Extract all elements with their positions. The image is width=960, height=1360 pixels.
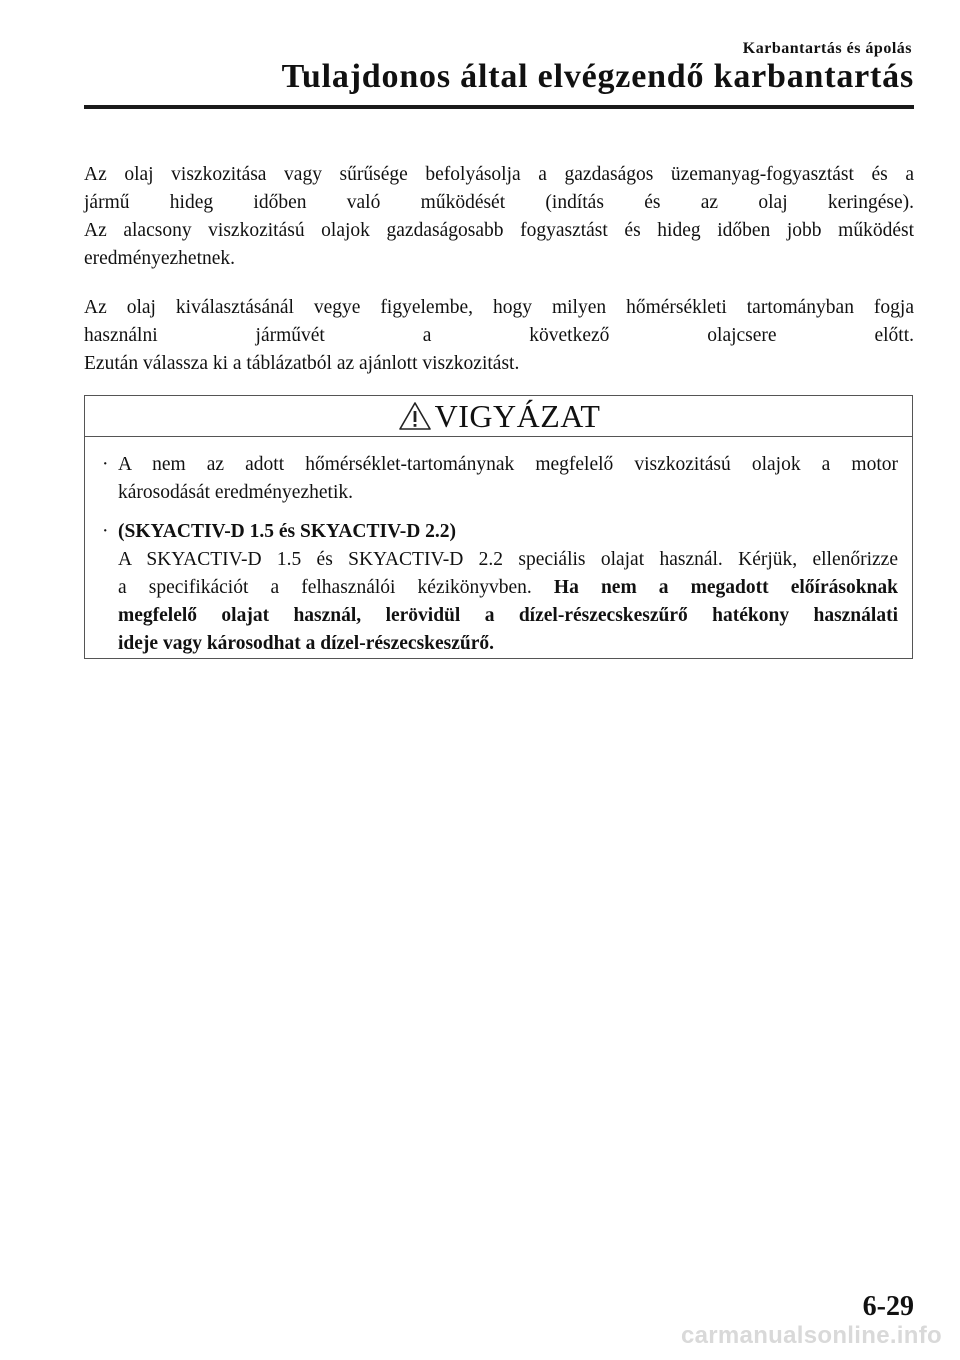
page-title: Tulajdonos által elvégzendő karbantartás xyxy=(281,58,914,95)
text-line: használni járművét a következő olajcsere előtt. xyxy=(84,325,914,346)
text-line: ideje vagy károsodhat a dízel-részecskeszűrő. xyxy=(118,633,495,654)
text-line: megfelelő olajat használ, lerövidül a dízel-részecskeszűrő hatékony használati xyxy=(118,605,898,626)
text-line: eredményezhetnek. xyxy=(84,248,236,269)
text-line: Ezután válassza ki a táblázatból az ajánlott viszkozitást. xyxy=(84,353,520,374)
caution-list xyxy=(98,451,898,669)
caution-header xyxy=(85,396,912,437)
watermark: carmanualsonline.info xyxy=(680,1322,942,1349)
text-line: károsodását eredményezhetik. xyxy=(118,482,353,503)
page-number: 6-29 xyxy=(862,1291,914,1322)
section-name: Karbantartás és ápolás xyxy=(742,40,912,57)
text-line: jármű hideg időben való működését (indítás és az olaj keringése). xyxy=(84,192,914,213)
header-divider xyxy=(84,105,914,109)
text-normal: a specifikációt a felhasználói kézikönyvben. xyxy=(118,577,554,598)
caution-title: VIGYÁZAT xyxy=(434,397,601,434)
text-line xyxy=(118,574,898,602)
text-bold: Ha nem a megadott előírásoknak xyxy=(553,577,898,598)
bullet: · xyxy=(102,454,109,475)
paragraph-oil-selection xyxy=(84,294,914,378)
caution-item-heading: (SKYACTIV-D 1.5 és SKYACTIV-D 2.2) xyxy=(118,521,457,542)
text-line: Az olaj kiválasztásánál vegye figyelembe, hogy milyen hőmérsékleti tartományban fogja xyxy=(84,297,914,318)
caution-box xyxy=(84,395,913,659)
warning-triangle-icon xyxy=(397,400,433,432)
text-line: Az alacsony viszkozitású olajok gazdaságosabb fogyasztást és hideg időben jobb működést xyxy=(84,220,914,241)
text-line: A nem az adott hőmérséklet-tartománynak megfelelő viszkozitású olajok a motor xyxy=(118,454,898,475)
caution-item xyxy=(98,518,898,658)
text-line: A SKYACTIV-D 1.5 és SKYACTIV-D 2.2 speciális olajat használ. Kérjük, ellenőrizze xyxy=(118,549,898,570)
bullet: · xyxy=(102,521,109,542)
text-line: Az olaj viszkozitása vagy sűrűsége befolyásolja a gazdaságos üzemanyag-fogyasztást és a xyxy=(84,164,914,185)
caution-item xyxy=(98,451,898,507)
paragraph-oil-viscosity xyxy=(84,161,914,273)
